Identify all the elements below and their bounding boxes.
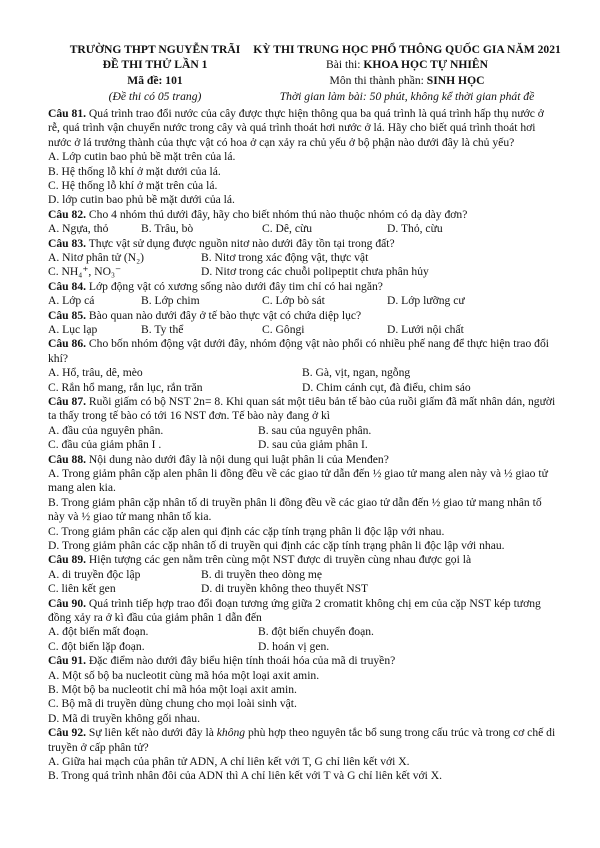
question-text — [48, 237, 558, 251]
exam-header — [0, 43, 600, 105]
option-b[interactable]: B. di truyền theo dòng mẹ — [201, 567, 323, 581]
option-b[interactable]: B. Trâu, bò — [141, 222, 194, 236]
question-emphasis: không — [216, 726, 246, 740]
option-row — [48, 222, 558, 236]
option-d[interactable]: D. Mã di truyền không gối nhau. — [48, 711, 200, 725]
question-text — [48, 208, 558, 222]
option-d[interactable]: D. Lưới nội chất — [387, 323, 464, 337]
school-name: TRƯỜNG THPT NGUYỄN TRÃI — [69, 43, 241, 56]
option-d[interactable]: D. Lớp lưỡng cư — [387, 294, 465, 308]
question-text — [48, 395, 558, 424]
question-82 — [48, 208, 558, 237]
question-body: Lớp động vật có xương sống nào dưới đây tim chỉ có hai ngăn? — [86, 279, 383, 293]
question-text — [48, 726, 558, 755]
question-84 — [48, 280, 558, 309]
section-name: KHOA HỌC TỰ NHIÊN — [363, 58, 488, 71]
option-a[interactable]: A. Lớp cutin bao phủ bề mặt trên của lá. — [48, 150, 236, 164]
option-d[interactable]: D. Trong giảm phân các cặp nhân tố di truyền qui định các cặp tính trạng phân li độc lập với nhau. — [48, 539, 505, 553]
option-a[interactable]: A. Lục lạp — [48, 323, 98, 337]
option-a[interactable]: A. Một số bộ ba nucleotit cùng mã hóa một loại axit amin. — [48, 668, 320, 682]
option-row — [48, 438, 558, 452]
question-92 — [48, 726, 558, 784]
option-a[interactable]: A. đầu của nguyên phân. — [48, 423, 164, 437]
option-d[interactable]: D. di truyền không theo thuyết NST — [201, 582, 369, 596]
subject-line — [237, 74, 577, 88]
option-b[interactable]: B. Trong giảm phân cặp nhân tố di truyền phân li đồng đều về các giao tử dẫn đến ½ giao tử mang nhân tố này và ½ giao tử mang nhân tố kia. — [48, 495, 542, 524]
option-d[interactable]: D. lớp cutin bao phủ bề mặt dưới của lá. — [48, 193, 235, 207]
questions — [48, 107, 558, 784]
option-row — [48, 381, 558, 395]
question-label: Câu 81. — [48, 107, 87, 120]
option-row — [48, 265, 558, 279]
option-b[interactable]: B. Gà, vịt, ngan, ngỗng — [302, 366, 411, 380]
question-body: Quá trình trao đổi nước của cây được thực hiện thông qua ba quá trình là quá trình hấp thụ nước ở rễ, quá trình vận chuyển nước trong cây và quá trình thoát hơi nước ở lá. Hãy cho biết quá trình thoát hơi nước ở lá trưởng thành của thực vật có hoa ở cạn xảy ra chủ yếu ở bộ phận nào dưới đây là chủ yếu? — [48, 107, 544, 149]
question-89 — [48, 553, 558, 596]
option-a[interactable]: A. Lớp cá — [48, 294, 95, 308]
option-a[interactable]: A. Ngựa, thỏ — [48, 222, 109, 236]
option-c[interactable]: C. Gôngi — [262, 323, 305, 337]
question-body: Nội dung nào dưới đây là nội dung qui luật phân li của Menđen? — [86, 452, 389, 466]
subject-prefix: Môn thi thành phần: — [329, 74, 427, 87]
option-c[interactable]: C. đầu của giảm phân I . — [48, 438, 162, 452]
question-86 — [48, 337, 558, 395]
option-row — [48, 424, 558, 438]
question-label: Câu 84. — [48, 279, 87, 293]
option-b[interactable]: B. Ty thể — [141, 323, 184, 337]
option-b[interactable]: B. Nitơ trong xác động vật, thực vật — [201, 251, 369, 265]
question-text — [48, 453, 558, 467]
question-90 — [48, 597, 558, 655]
option-row — [48, 323, 558, 337]
question-body: Ruồi giấm có bộ NST 2n= 8. Khi quan sát một tiêu bản tế bào của ruồi giấm đã mất nhân dán, người ta thấy trong tế bào có tới 16 NST đơn. Tế bào này đang ở kì — [48, 395, 556, 423]
option-c[interactable]: C. Bộ mã di truyền dùng chung cho mọi loài sinh vật. — [48, 697, 297, 711]
question-label: Câu 83. — [48, 236, 87, 250]
question-81 — [48, 107, 558, 208]
option-d[interactable]: D. Chim cánh cụt, đà điểu, chim sáo — [302, 380, 471, 394]
question-label: Câu 88. — [48, 452, 87, 466]
option-b[interactable]: B. Một bộ ba nucleotit chỉ mã hóa một loại axit amin. — [48, 683, 297, 697]
option-a[interactable]: A. Trong giảm phân cặp alen phân li đồng đều về các giao tử dẫn đến ½ giao tử mang alen này và ½ giao tử mang alen kia. — [48, 467, 548, 495]
question-body: Cho 4 nhóm thú dưới đây, hãy cho biết nhóm thú nào thuộc nhóm có dạ dày đơn? — [86, 207, 468, 221]
section-line — [237, 58, 577, 72]
question-text — [48, 597, 558, 626]
option-row — [48, 568, 558, 582]
option-a[interactable]: A. di truyền độc lập — [48, 567, 141, 581]
question-body: Quá trình tiếp hợp trao đổi đoạn tương ứng giữa 2 cromatit không chị em của cặp NST kép tương đồng xảy ra ở kì đầu của giảm phân 1 dẫn đến — [48, 596, 541, 625]
option-row — [48, 625, 558, 639]
question-body: Thực vật sử dụng được nguồn nitơ nào dưới đây tồn tại trong đất? — [86, 236, 395, 250]
option-a[interactable]: A. Hổ, trâu, dê, mèo — [48, 366, 143, 380]
exam-type: ĐỀ THI THỬ LẦN 1 — [102, 58, 208, 71]
option-c[interactable]: C. Lớp bò sát — [262, 294, 325, 308]
option-b[interactable]: B. Trong quá trình nhân đôi của ADN thì A chỉ liên kết với T và G chỉ liên kết với X. — [48, 769, 443, 783]
question-body: Cho bốn nhóm động vật dưới đây, nhóm động vật nào phổi có nhiều phế nang để thực hiện trao đổi khí? — [48, 337, 549, 365]
question-label: Câu 90. — [48, 596, 87, 610]
question-label: Câu 92. — [48, 726, 87, 740]
question-label: Câu 91. — [48, 654, 87, 668]
subject-name: SINH HỌC — [426, 74, 485, 87]
question-text — [48, 337, 558, 366]
question-text — [48, 280, 558, 294]
question-text — [48, 654, 558, 668]
option-b[interactable]: B. Lớp chim — [141, 294, 200, 308]
question-text — [48, 309, 558, 323]
exam-code: Mã đề: 101 — [127, 74, 183, 87]
question-85 — [48, 309, 558, 338]
option-row — [48, 251, 558, 265]
option-c[interactable]: C. Dê, cừu — [262, 222, 313, 236]
option-d[interactable]: D. Thỏ, cừu — [387, 222, 443, 236]
option-row — [48, 366, 558, 380]
option-c[interactable]: C. Hệ thống lỗ khí ở mặt trên của lá. — [48, 179, 218, 193]
question-91 — [48, 654, 558, 726]
option-a[interactable]: A. Giữa hai mạch của phân tử ADN, A chỉ liên kết với T, G chỉ liên kết với X. — [48, 755, 410, 769]
question-body: Hiện tượng các gen nằm trên cùng một NST được di truyền cùng nhau được gọi là — [86, 553, 472, 567]
question-body: Đặc điểm nào dưới đây biểu hiện tính thoái hóa của mã di truyền? — [86, 654, 396, 668]
option-b[interactable]: B. đột biến chuyển đoạn. — [258, 625, 374, 639]
question-87 — [48, 395, 558, 453]
question-label: Câu 89. — [48, 553, 87, 567]
question-body-end: phù hợp theo nguyên tắc bổ sung trong cấu trúc và trong cơ chế di truyền ở cấp phân tử? — [48, 726, 556, 754]
option-d[interactable]: D. Nitơ trong các chuỗi polipeptit chưa phân hủy — [201, 265, 429, 279]
question-text — [48, 107, 558, 150]
question-label: Câu 86. — [48, 337, 87, 351]
question-label: Câu 87. — [48, 395, 87, 409]
pages-note: (Đề thi có 05 trang) — [108, 90, 202, 103]
option-b[interactable]: B. sau của nguyên phân. — [258, 423, 372, 437]
option-a[interactable]: A. đột biến mất đoạn. — [48, 625, 149, 639]
question-label: Câu 82. — [48, 207, 87, 221]
option-c[interactable]: C. liên kết gen — [48, 582, 116, 596]
option-d[interactable]: D. sau của giảm phân I. — [258, 438, 368, 452]
question-88 — [48, 453, 558, 554]
option-c[interactable]: C. Trong giảm phân các cặp alen qui định các cặp tính trạng phân li độc lập với nhau. — [48, 524, 445, 538]
option-d[interactable]: D. hoán vị gen. — [258, 639, 330, 653]
exam-title: KỲ THI TRUNG HỌC PHỔ THÔNG QUỐC GIA NĂM 2021 — [253, 43, 561, 56]
option-row — [48, 582, 558, 596]
section-prefix: Bài thi: — [325, 58, 364, 71]
question-text — [48, 553, 558, 567]
option-c[interactable]: C. đột biến lặp đoạn. — [48, 639, 145, 653]
option-row — [48, 294, 558, 308]
option-a[interactable]: A. Nitơ phân tử (N₂) — [48, 251, 144, 265]
question-label: Câu 85. — [48, 308, 87, 322]
option-b[interactable]: B. Hệ thống lỗ khí ở mặt dưới của lá. — [48, 164, 221, 178]
option-c[interactable]: C. Rắn hổ mang, rắn lục, rắn trăn — [48, 380, 203, 394]
option-row — [48, 640, 558, 654]
question-body: Sự liên kết nào dưới đây là — [86, 726, 217, 740]
time-note: Thời gian làm bài: 50 phút, không kể thời gian phát đề — [279, 90, 535, 103]
question-83 — [48, 237, 558, 280]
option-c[interactable]: C. NH₄⁺, NO₃⁻ — [48, 265, 122, 279]
question-body: Bào quan nào dưới đây ở tế bào thực vật có chứa diệp lục? — [86, 308, 362, 322]
